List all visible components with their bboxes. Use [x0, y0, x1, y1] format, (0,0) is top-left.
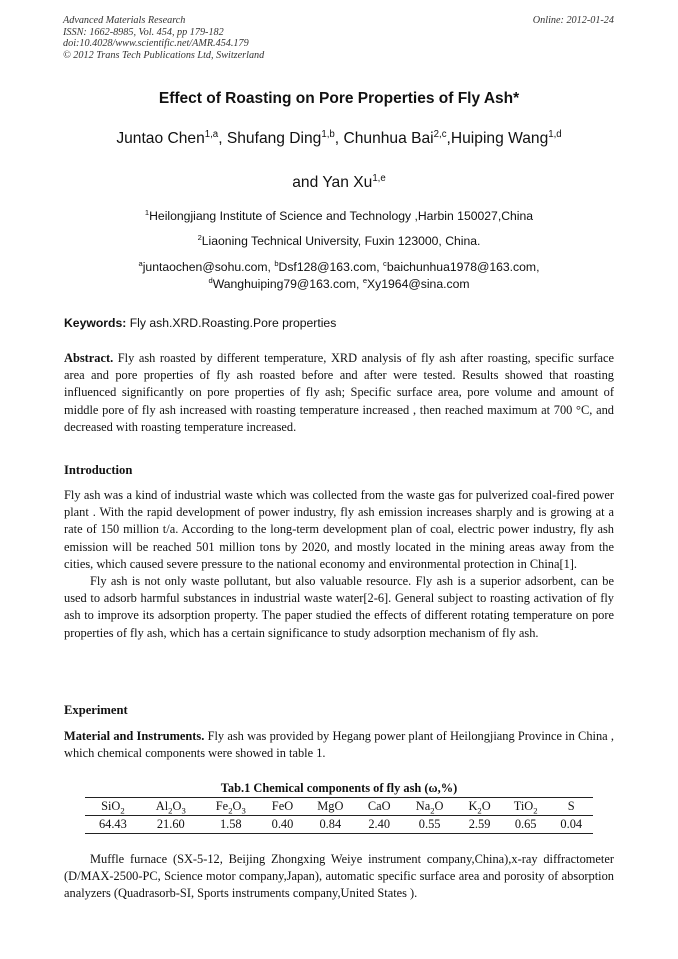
email-link[interactable]: Dsf128@163.com, — [278, 260, 384, 274]
author: Shufang Ding$^{1,b}$, — [226, 128, 344, 147]
table-header-row — [85, 798, 593, 816]
paper-title: Effect of Roasting on Pore Properties of Fly Ash* — [158, 90, 520, 107]
table-cell: 64.43 — [85, 816, 141, 834]
journal-name: Advanced Materials Research — [63, 15, 186, 26]
author-list — [0, 130, 678, 148]
issn: ISSN: 1662-8985, Vol. 454, pp 179-182 — [63, 26, 224, 38]
instruments-paragraph — [64, 851, 614, 903]
table-header-cell: $K_2O$ — [457, 798, 501, 816]
keywords-text: Fly ash.XRD.Roasting.Pore properties — [126, 316, 337, 330]
abstract — [64, 350, 614, 436]
author: Chunhua Bai$^{2,c}$, — [343, 128, 451, 147]
keywords-label: Keywords: — [64, 316, 127, 330]
affiliation-2: $^2$Liaoning Technical University, Fuxin 123000, China. — [197, 232, 481, 248]
abstract-text: Fly ash roasted by different temperature, XRD analysis of fly ash after roasting, specific surface area and pore properties of fly ash roasted before and after were tested. Results showed that roasting influenced significantly on pore properties of fly ash; Specific surface area, pore volume and amount of middle pore of fly ash increased with roasting temperature increased , then reached maximum at 700 °C, and decreased with roasting temperature increased. — [64, 351, 614, 434]
paragraph: Fly ash was provided by Hegang power plant of Heilongjiang Province in China , which chemical components were showed in table 1. — [64, 729, 614, 761]
table-header-cell: CaO — [356, 798, 401, 816]
email-link[interactable]: Wanghuiping79@163.com, — [212, 277, 363, 291]
email-line-1: $^a$juntaochen@sohu.com, $^b$Dsf128@163.com, $^c$baichunhua1978@163.com, — [138, 258, 540, 274]
journal-header — [63, 15, 264, 61]
email-line-2: $^d$Wanghuiping79@163.com, $^e$Xy1964@sina.com — [208, 275, 470, 291]
table-cell: 21.60 — [141, 816, 201, 834]
keywords — [64, 316, 336, 330]
email-link[interactable]: juntaochen@sohu.com, — [142, 260, 275, 274]
table-cell: 0.55 — [402, 816, 457, 834]
author-last: and Yan Xu$^{1,e}$ — [292, 172, 386, 191]
table-row — [85, 816, 593, 834]
table-caption: Tab.1 Chemical components of fly ash (ω,%) — [220, 781, 458, 795]
table-header-cell: $Na_2O$ — [402, 798, 457, 816]
table-cell: 2.40 — [356, 816, 401, 834]
table-header-cell: S — [550, 798, 593, 816]
email-link[interactable]: Xy1964@sina.com — [367, 277, 470, 291]
doi: doi:10.4028/www.scientific.net/AMR.454.179 — [63, 38, 249, 49]
email-link[interactable]: baichunhua1978@163.com, — [386, 260, 540, 274]
table-cell: 0.04 — [550, 816, 593, 834]
table-header-cell: MgO — [304, 798, 356, 816]
experiment-body — [64, 728, 614, 762]
paragraph: Fly ash was a kind of industrial waste which was collected from the waste gas for pulverized coal-fired power plant . With the rapid development of power industry, fly ash emission increases sharply and is growing at a rate of 150 million t/a. According to the long-term development plan of coal, electric power industry, fly ash emission will be reached 501 million tons by 2020, and mostly located in the mining areas away from the cities, which caused severe pressure to the national economy and environmental protection in China[1]. — [64, 488, 614, 571]
table-header-cell: $Al_2O_3$ — [141, 798, 201, 816]
section-heading-introduction: Introduction — [64, 463, 133, 477]
chemical-components-table — [85, 797, 593, 834]
table-cell: 1.58 — [201, 816, 261, 834]
table-cell: 0.40 — [261, 816, 304, 834]
author: Huiping Wang$^{1,d}$ — [450, 128, 562, 147]
table-header-cell: $Fe_2O_3$ — [201, 798, 261, 816]
affiliation-1: $^1$Heilongjiang Institute of Science and Technology ,Harbin 150027,China — [144, 207, 534, 223]
paragraph: Fly ash is not only waste pollutant, but also valuable resource. Fly ash is a superior adsorbent, can be used to adsorb harmful substances in industrial waste water[2-6]. General subject to roasting activation of fly ash to improve its adsorption property. The paper studied the effects of different rotating temperature on pore properties of fly ash, which has a certain significance to study adsorption mechanism of fly ash. — [64, 574, 614, 640]
copyright: © 2012 Trans Tech Publications Ltd, Switzerland — [63, 49, 265, 61]
table-header-cell: TiO$_2$ — [502, 798, 550, 816]
author: Juntao Chen$^{1,a}$, — [116, 128, 227, 147]
introduction-body — [64, 487, 614, 642]
table-header-cell: FeO — [261, 798, 304, 816]
table-cell: 0.84 — [304, 816, 356, 834]
table-header-cell: SiO$_2$ — [85, 798, 141, 816]
online-date: Online: 2012-01-24 — [532, 15, 614, 26]
table-cell: 0.65 — [502, 816, 550, 834]
subsection-label: Material and Instruments. — [64, 729, 205, 743]
paragraph: Muffle furnace (SX-5-12, Beijing Zhongxing Weiye instrument company,China),x-ray diffractometer (D/MAX-2500-PC, Science motor company,Japan), automatic specific surface area and porosity of absorption analyzers (Quadrasorb-SI, Sports instruments company,United States ). — [64, 852, 614, 901]
abstract-label: Abstract. — [64, 351, 114, 365]
section-heading-experiment: Experiment — [64, 703, 128, 717]
table-cell: 2.59 — [457, 816, 501, 834]
